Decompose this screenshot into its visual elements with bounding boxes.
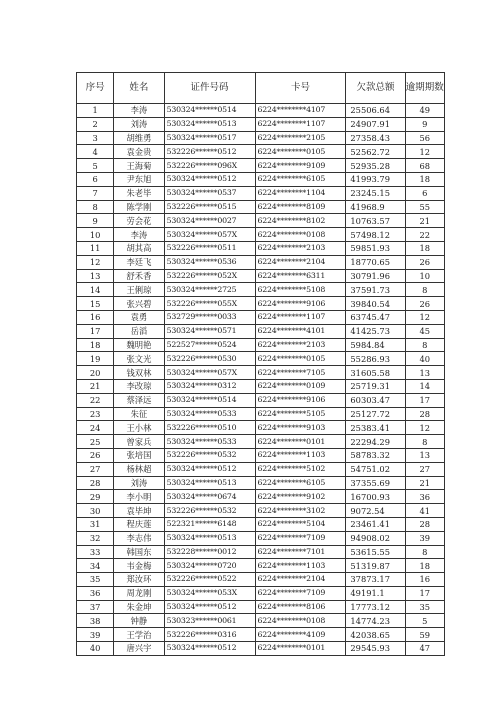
cell-card-number: 6224********8106: [255, 600, 346, 614]
cell-serial: 14: [77, 283, 114, 297]
table-row: [77, 642, 445, 656]
cell-card-number: 6224********7101: [255, 545, 346, 559]
cell-overdue-periods: 18: [405, 172, 444, 186]
cell-amount: 54751.02: [346, 462, 405, 476]
cell-card-number: 6224********4109: [255, 628, 346, 642]
cell-overdue-periods: 26: [405, 297, 444, 311]
cell-serial: 18: [77, 338, 114, 352]
cell-overdue-periods: 8: [405, 283, 444, 297]
cell-amount: 22294.29: [346, 435, 405, 449]
cell-overdue-periods: 68: [405, 159, 444, 173]
cell-overdue-periods: 28: [405, 517, 444, 531]
cell-serial: 20: [77, 366, 114, 380]
cell-amount: 37591.73: [346, 283, 405, 297]
cell-serial: 39: [77, 628, 114, 642]
cell-id-number: 532226******0522: [164, 573, 255, 587]
cell-amount: 52935.28: [346, 159, 405, 173]
cell-id-number: 530324******053X: [164, 586, 255, 600]
cell-name: 李志伟: [114, 531, 164, 545]
cell-serial: 11: [77, 241, 114, 255]
table-row: [77, 393, 445, 407]
cell-overdue-periods: 26: [405, 255, 444, 269]
cell-card-number: 6224********9109: [255, 159, 346, 173]
cell-id-number: 532226******0530: [164, 352, 255, 366]
header-amount: 欠款总额: [346, 73, 405, 104]
cell-name: 郑汝环: [114, 573, 164, 587]
cell-amount: 57498.12: [346, 228, 405, 242]
cell-overdue-periods: 9: [405, 117, 444, 131]
cell-card-number: 6224********9106: [255, 297, 346, 311]
cell-card-number: 6224********5104: [255, 517, 346, 531]
cell-id-number: 522321******6148: [164, 517, 255, 531]
header-name: 姓名: [114, 73, 164, 104]
cell-id-number: 532226******096X: [164, 159, 255, 173]
cell-overdue-periods: 13: [405, 448, 444, 462]
cell-overdue-periods: 8: [405, 338, 444, 352]
cell-id-number: 532228******0012: [164, 545, 255, 559]
cell-serial: 27: [77, 462, 114, 476]
cell-card-number: 6224********7105: [255, 366, 346, 380]
cell-serial: 4: [77, 145, 114, 159]
cell-id-number: 532226******0511: [164, 241, 255, 255]
cell-amount: 29545.93: [346, 642, 405, 656]
cell-name: 杨林超: [114, 462, 164, 476]
cell-id-number: 530324******0720: [164, 559, 255, 573]
cell-serial: 25: [77, 435, 114, 449]
cell-name: 朱老毕: [114, 186, 164, 200]
cell-serial: 29: [77, 490, 114, 504]
cell-serial: 12: [77, 255, 114, 269]
cell-card-number: 6224********9102: [255, 490, 346, 504]
table-row: [77, 131, 445, 145]
cell-serial: 2: [77, 117, 114, 131]
cell-id-number: 530324******057X: [164, 366, 255, 380]
cell-overdue-periods: 8: [405, 545, 444, 559]
cell-id-number: 530324******0537: [164, 186, 255, 200]
cell-id-number: 530324******057X: [164, 228, 255, 242]
cell-id-number: 532226******0510: [164, 421, 255, 435]
cell-amount: 25383.41: [346, 421, 405, 435]
table-row: [77, 545, 445, 559]
cell-serial: 10: [77, 228, 114, 242]
cell-card-number: 6224********9103: [255, 421, 346, 435]
table-row: [77, 214, 445, 228]
cell-overdue-periods: 21: [405, 214, 444, 228]
cell-overdue-periods: 12: [405, 421, 444, 435]
cell-overdue-periods: 47: [405, 642, 444, 656]
cell-serial: 38: [77, 614, 114, 628]
cell-serial: 36: [77, 586, 114, 600]
cell-amount: 25506.64: [346, 104, 405, 118]
cell-name: 王海菊: [114, 159, 164, 173]
cell-card-number: 6224********0108: [255, 614, 346, 628]
table-row: [77, 352, 445, 366]
cell-card-number: 6224********2103: [255, 241, 346, 255]
cell-card-number: 6224********9106: [255, 393, 346, 407]
table-row: [77, 241, 445, 255]
cell-name: 尹东旭: [114, 172, 164, 186]
cell-serial: 13: [77, 269, 114, 283]
cell-card-number: 6224********1107: [255, 117, 346, 131]
cell-card-number: 6224********6105: [255, 476, 346, 490]
table-row: [77, 435, 445, 449]
cell-serial: 15: [77, 297, 114, 311]
cell-name: 舒禾香: [114, 269, 164, 283]
cell-amount: 60303.47: [346, 393, 405, 407]
cell-serial: 37: [77, 600, 114, 614]
table-row: [77, 338, 445, 352]
cell-overdue-periods: 41: [405, 504, 444, 518]
cell-id-number: 532226******0515: [164, 200, 255, 214]
cell-name: 朱金坤: [114, 600, 164, 614]
cell-id-number: 530324******0536: [164, 255, 255, 269]
cell-id-number: 532226******0512: [164, 145, 255, 159]
cell-amount: 58783.32: [346, 448, 405, 462]
cell-serial: 16: [77, 310, 114, 324]
table-header-row: [77, 73, 445, 104]
cell-name: 刘涛: [114, 476, 164, 490]
cell-id-number: 530324******0514: [164, 104, 255, 118]
cell-name: 钱双林: [114, 366, 164, 380]
cell-amount: 52562.72: [346, 145, 405, 159]
cell-name: 王俐琼: [114, 283, 164, 297]
cell-id-number: 530324******0513: [164, 117, 255, 131]
cell-card-number: 6224********0105: [255, 145, 346, 159]
cell-amount: 5984.84: [346, 338, 405, 352]
table-row: [77, 517, 445, 531]
cell-card-number: 6224********2103: [255, 338, 346, 352]
table-row: [77, 172, 445, 186]
table-row: [77, 255, 445, 269]
cell-serial: 33: [77, 545, 114, 559]
cell-amount: 63745.47: [346, 310, 405, 324]
cell-amount: 27358.43: [346, 131, 405, 145]
cell-overdue-periods: 5: [405, 614, 444, 628]
cell-amount: 41993.79: [346, 172, 405, 186]
cell-name: 陈学刚: [114, 200, 164, 214]
cell-name: 刘涛: [114, 117, 164, 131]
cell-name: 王小林: [114, 421, 164, 435]
table-row: [77, 448, 445, 462]
cell-amount: 37355.69: [346, 476, 405, 490]
cell-serial: 32: [77, 531, 114, 545]
cell-amount: 23461.41: [346, 517, 405, 531]
debt-table: [76, 72, 445, 656]
cell-card-number: 6224********5102: [255, 462, 346, 476]
table-row: [77, 379, 445, 393]
cell-overdue-periods: 18: [405, 559, 444, 573]
cell-name: 袁勇: [114, 310, 164, 324]
table-row: [77, 200, 445, 214]
cell-name: 李涛: [114, 228, 164, 242]
cell-serial: 7: [77, 186, 114, 200]
cell-amount: 49191.1: [346, 586, 405, 600]
cell-id-number: 530324******0027: [164, 214, 255, 228]
cell-serial: 35: [77, 573, 114, 587]
table-row: [77, 310, 445, 324]
cell-name: 韩国东: [114, 545, 164, 559]
cell-id-number: 522527******0524: [164, 338, 255, 352]
cell-card-number: 6224********4101: [255, 324, 346, 338]
cell-serial: 6: [77, 172, 114, 186]
cell-name: 劳会花: [114, 214, 164, 228]
cell-id-number: 530324******0513: [164, 476, 255, 490]
cell-serial: 1: [77, 104, 114, 118]
cell-name: 岳滔: [114, 324, 164, 338]
cell-serial: 9: [77, 214, 114, 228]
cell-card-number: 6224********7109: [255, 531, 346, 545]
cell-card-number: 6224********0101: [255, 435, 346, 449]
cell-amount: 18770.65: [346, 255, 405, 269]
cell-card-number: 6224********5105: [255, 407, 346, 421]
cell-id-number: 532226******052X: [164, 269, 255, 283]
cell-overdue-periods: 16: [405, 573, 444, 587]
table-row: [77, 476, 445, 490]
table-row: [77, 104, 445, 118]
cell-serial: 31: [77, 517, 114, 531]
cell-overdue-periods: 22: [405, 228, 444, 242]
cell-serial: 8: [77, 200, 114, 214]
table-row: [77, 283, 445, 297]
cell-id-number: 530324******0571: [164, 324, 255, 338]
table-row: [77, 228, 445, 242]
cell-name: 张文光: [114, 352, 164, 366]
cell-overdue-periods: 14: [405, 379, 444, 393]
cell-serial: 3: [77, 131, 114, 145]
header-id-number: 证件号码: [164, 73, 255, 104]
cell-id-number: 532226******0532: [164, 448, 255, 462]
cell-amount: 17773.12: [346, 600, 405, 614]
cell-card-number: 6224********0108: [255, 228, 346, 242]
cell-id-number: 530324******0512: [164, 172, 255, 186]
cell-id-number: 530324******2725: [164, 283, 255, 297]
cell-serial: 26: [77, 448, 114, 462]
cell-card-number: 6224********7109: [255, 586, 346, 600]
cell-serial: 19: [77, 352, 114, 366]
cell-id-number: 530324******0674: [164, 490, 255, 504]
table-row: [77, 297, 445, 311]
cell-card-number: 6224********0105: [255, 352, 346, 366]
cell-amount: 41425.73: [346, 324, 405, 338]
cell-name: 钟静: [114, 614, 164, 628]
cell-id-number: 530324******0533: [164, 407, 255, 421]
cell-serial: 28: [77, 476, 114, 490]
cell-amount: 41968.9: [346, 200, 405, 214]
cell-id-number: 530324******0513: [164, 531, 255, 545]
cell-overdue-periods: 10: [405, 269, 444, 283]
cell-amount: 59851.93: [346, 241, 405, 255]
cell-serial: 30: [77, 504, 114, 518]
cell-overdue-periods: 28: [405, 407, 444, 421]
cell-card-number: 6224********2105: [255, 131, 346, 145]
cell-overdue-periods: 49: [405, 104, 444, 118]
table-row: [77, 531, 445, 545]
cell-name: 李涛: [114, 104, 164, 118]
cell-overdue-periods: 6: [405, 186, 444, 200]
table-row: [77, 269, 445, 283]
table-row: [77, 407, 445, 421]
cell-id-number: 532226******055X: [164, 297, 255, 311]
table-row: [77, 504, 445, 518]
cell-amount: 30791.96: [346, 269, 405, 283]
cell-card-number: 6224********6311: [255, 269, 346, 283]
cell-amount: 55286.93: [346, 352, 405, 366]
cell-id-number: 532729******0033: [164, 310, 255, 324]
cell-id-number: 530323******0061: [164, 614, 255, 628]
cell-amount: 42038.65: [346, 628, 405, 642]
cell-id-number: 530324******0512: [164, 600, 255, 614]
cell-amount: 23245.15: [346, 186, 405, 200]
cell-overdue-periods: 59: [405, 628, 444, 642]
cell-name: 朱征: [114, 407, 164, 421]
cell-amount: 39840.54: [346, 297, 405, 311]
cell-amount: 25127.72: [346, 407, 405, 421]
cell-id-number: 530324******0312: [164, 379, 255, 393]
table-row: [77, 559, 445, 573]
cell-name: 张兴碧: [114, 297, 164, 311]
table-row: [77, 421, 445, 435]
cell-overdue-periods: 27: [405, 462, 444, 476]
cell-id-number: 532226******0316: [164, 628, 255, 642]
cell-overdue-periods: 55: [405, 200, 444, 214]
table-row: [77, 600, 445, 614]
cell-card-number: 6224********1107: [255, 310, 346, 324]
cell-amount: 24907.91: [346, 117, 405, 131]
cell-name: 张培国: [114, 448, 164, 462]
cell-serial: 22: [77, 393, 114, 407]
cell-name: 胡其高: [114, 241, 164, 255]
table-body: [77, 104, 445, 656]
cell-amount: 31605.58: [346, 366, 405, 380]
cell-overdue-periods: 17: [405, 393, 444, 407]
cell-name: 唐兴宇: [114, 642, 164, 656]
cell-serial: 34: [77, 559, 114, 573]
cell-overdue-periods: 56: [405, 131, 444, 145]
table-row: [77, 586, 445, 600]
header-serial: 序号: [77, 73, 114, 104]
cell-id-number: 530324******0512: [164, 462, 255, 476]
table-row: [77, 159, 445, 173]
table-row: [77, 462, 445, 476]
cell-card-number: 6224********2104: [255, 573, 346, 587]
cell-overdue-periods: 40: [405, 352, 444, 366]
cell-serial: 23: [77, 407, 114, 421]
cell-name: 魏明艳: [114, 338, 164, 352]
cell-amount: 37873.17: [346, 573, 405, 587]
cell-serial: 24: [77, 421, 114, 435]
cell-overdue-periods: 35: [405, 600, 444, 614]
cell-amount: 9072.54: [346, 504, 405, 518]
cell-id-number: 530324******0517: [164, 131, 255, 145]
table-row: [77, 324, 445, 338]
cell-id-number: 530324******0533: [164, 435, 255, 449]
cell-name: 曾家兵: [114, 435, 164, 449]
cell-card-number: 6224********1103: [255, 448, 346, 462]
cell-name: 袁金贵: [114, 145, 164, 159]
cell-card-number: 6224********0109: [255, 379, 346, 393]
cell-amount: 94908.02: [346, 531, 405, 545]
cell-serial: 21: [77, 379, 114, 393]
table-row: [77, 628, 445, 642]
table-row: [77, 117, 445, 131]
cell-card-number: 6224********8109: [255, 200, 346, 214]
cell-serial: 40: [77, 642, 114, 656]
cell-name: 胡维勇: [114, 131, 164, 145]
cell-amount: 53615.55: [346, 545, 405, 559]
cell-card-number: 6224********8102: [255, 214, 346, 228]
cell-overdue-periods: 45: [405, 324, 444, 338]
cell-card-number: 6224********6105: [255, 172, 346, 186]
cell-overdue-periods: 36: [405, 490, 444, 504]
cell-card-number: 6224********3102: [255, 504, 346, 518]
cell-amount: 10763.57: [346, 214, 405, 228]
header-card-number: 卡号: [255, 73, 346, 104]
cell-name: 李廷飞: [114, 255, 164, 269]
cell-overdue-periods: 12: [405, 310, 444, 324]
cell-serial: 5: [77, 159, 114, 173]
cell-card-number: 6224********5108: [255, 283, 346, 297]
cell-card-number: 6224********2104: [255, 255, 346, 269]
cell-card-number: 6224********1103: [255, 559, 346, 573]
table-row: [77, 614, 445, 628]
table-row: [77, 145, 445, 159]
cell-overdue-periods: 17: [405, 586, 444, 600]
cell-overdue-periods: 39: [405, 531, 444, 545]
table-row: [77, 186, 445, 200]
cell-overdue-periods: 8: [405, 435, 444, 449]
cell-name: 李小明: [114, 490, 164, 504]
cell-name: 蔡泽远: [114, 393, 164, 407]
table-row: [77, 490, 445, 504]
cell-amount: 16700.93: [346, 490, 405, 504]
cell-name: 袁毕坤: [114, 504, 164, 518]
cell-serial: 17: [77, 324, 114, 338]
cell-overdue-periods: 21: [405, 476, 444, 490]
cell-amount: 25719.31: [346, 379, 405, 393]
cell-name: 周龙刚: [114, 586, 164, 600]
cell-card-number: 6224********1104: [255, 186, 346, 200]
cell-id-number: 530324******0512: [164, 642, 255, 656]
table-row: [77, 366, 445, 380]
cell-card-number: 6224********0101: [255, 642, 346, 656]
cell-name: 王学治: [114, 628, 164, 642]
header-overdue-periods: 逾期期数: [405, 73, 444, 104]
cell-id-number: 530324******0514: [164, 393, 255, 407]
cell-overdue-periods: 13: [405, 366, 444, 380]
cell-name: 程庆莲: [114, 517, 164, 531]
cell-amount: 51319.87: [346, 559, 405, 573]
cell-name: 韦金梅: [114, 559, 164, 573]
cell-overdue-periods: 12: [405, 145, 444, 159]
cell-name: 李改琼: [114, 379, 164, 393]
table-row: [77, 573, 445, 587]
cell-id-number: 532226******0532: [164, 504, 255, 518]
cell-amount: 14774.23: [346, 614, 405, 628]
cell-overdue-periods: 18: [405, 241, 444, 255]
cell-card-number: 6224********4107: [255, 104, 346, 118]
